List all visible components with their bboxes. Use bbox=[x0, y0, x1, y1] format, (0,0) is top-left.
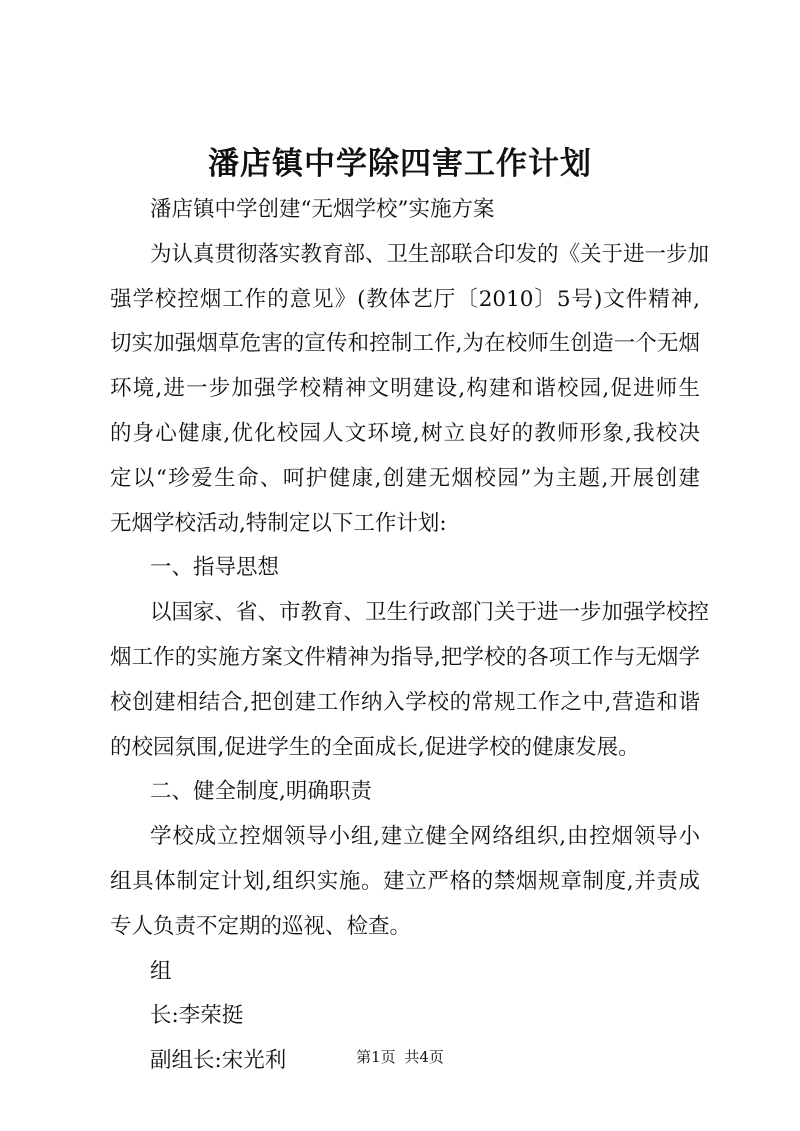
text-line: 专人负责不定期的巡视、检查。 bbox=[110, 913, 412, 939]
text-line: 一、指导思想 bbox=[150, 555, 280, 581]
text-line: 烟工作的实施方案文件精神为指导,把学校的各项工作与无烟学 bbox=[110, 644, 700, 670]
text-line: 强学校控烟工作的意见》(教体艺厅〔2010〕5号)文件精神, bbox=[110, 286, 700, 312]
text-line: 学校成立控烟领导小组,建立健全网络组织,由控烟领导小 bbox=[150, 824, 700, 850]
text-line: 组 bbox=[150, 958, 172, 984]
page-total: 共4页 bbox=[404, 1048, 444, 1066]
text-line: 的身心健康,优化校园人文环境,树立良好的教师形象,我校决 bbox=[110, 420, 700, 446]
document-body bbox=[110, 188, 710, 1084]
text-line: 环境,进一步加强学校精神文明建设,构建和谐校园,促进师生 bbox=[110, 376, 700, 402]
text-line: 定以“珍爱生命、呵护健康,创建无烟校园”为主题,开展创建 bbox=[110, 465, 700, 491]
text-line: 二、健全制度,明确职责 bbox=[150, 779, 372, 805]
document-title: 潘店镇中学除四害工作计划 bbox=[208, 146, 592, 182]
text-line: 为认真贯彻落实教育部、卫生部联合印发的《关于进一步加 bbox=[150, 241, 710, 267]
text-line: 以国家、省、市教育、卫生行政部门关于进一步加强学校控 bbox=[150, 600, 710, 626]
page-footer bbox=[0, 1046, 800, 1067]
text-line: 副组长:宋光利 bbox=[150, 1048, 287, 1074]
text-line: 切实加强烟草危害的宣传和控制工作,为在校师生创造一个无烟 bbox=[110, 331, 700, 357]
page-number: 第1页 bbox=[356, 1048, 396, 1066]
text-line: 组具体制定计划,组织实施。建立严格的禁烟规章制度,并责成 bbox=[110, 868, 700, 894]
text-line: 无烟学校活动,特制定以下工作计划: bbox=[110, 510, 447, 536]
text-line: 长:李荣挺 bbox=[150, 1003, 244, 1029]
text-line: 的校园氛围,促进学生的全面成长,促进学校的健康发展。 bbox=[110, 734, 640, 760]
text-line: 校创建相结合,把创建工作纳入学校的常规工作之中,营造和谐 bbox=[110, 689, 700, 715]
text-line: 潘店镇中学创建“无烟学校”实施方案 bbox=[150, 197, 495, 222]
